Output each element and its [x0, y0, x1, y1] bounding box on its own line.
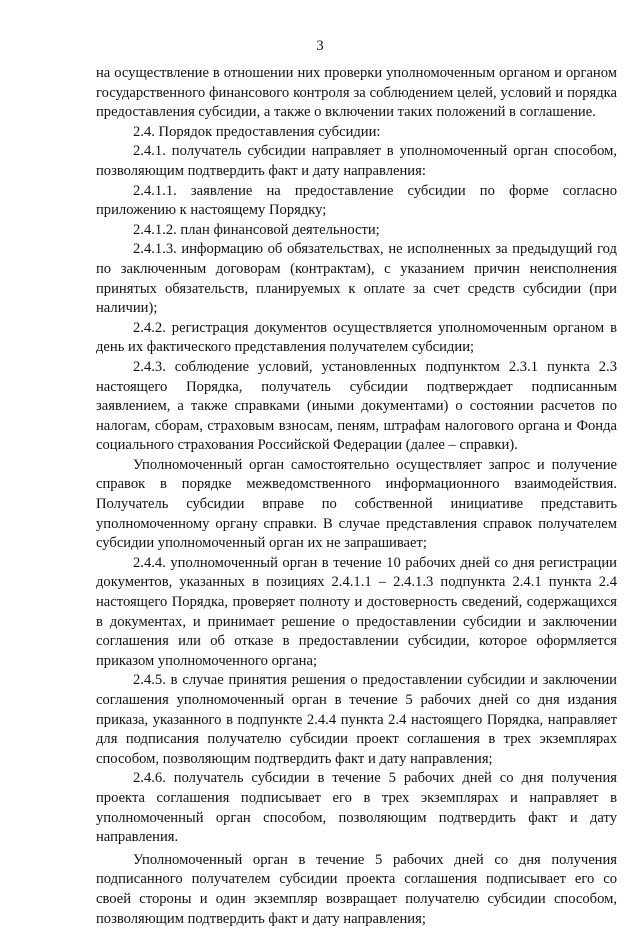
- paragraph-2-4-4: 2.4.4. уполномоченный орган в течение 10 рабочих дней со дня регистрации документов, указанных в позициях 2.4.1.1 – 2.4.1.3 подпункта 2.4.1 пункта 2.4 настоящего Порядка, проверяет полноту и достоверность сведений, содержащихся в документах, и принимает решение о предоставлении субсидии и заключении соглашения или об отказе в предоставлении субсидии, которое оформляется приказом уполномоченного органа;: [96, 554, 617, 669]
- paragraph-2-4-1: 2.4.1. получатель субсидии направляет в уполномоченный орган способом, позволяющим подтвердить факт и дату направления:: [96, 143, 617, 179]
- paragraph-authority-signs: Уполномоченный орган в течение 5 рабочих дней со дня получения подписанного получателем субсидии проекта соглашения подписывает его со своей стороны и один экземпляр возвращает получателю субсидии способом, позволяющим подтвердить факт и дату направления;: [96, 851, 617, 927]
- paragraph-2-4: 2.4. Порядок предоставления субсидии:: [133, 123, 381, 140]
- paragraph-2-4-1-3: 2.4.1.3. информацию об обязательствах, не исполненных за предыдущий год по заключенным договорам (контрактам), с указанием причин неисполнения принятых обязательств, планируемых к оплате за счет средств субсидии (при наличии);: [96, 241, 617, 317]
- paragraph-continuation: на осуществление в отношении них проверки уполномоченным органом и органом государственного финансового контроля за соблюдением целей, условий и порядка предоставления субсидии, а также о включении таких положений в соглашение.: [96, 65, 617, 121]
- paragraph-2-4-5: 2.4.5. в случае принятия решения о предоставлении субсидии и заключении соглашения уполномоченный орган в течение 5 рабочих дней со дня издания приказа, указанного в подпункте 2.4.4 пункта 2.4 настоящего Порядка, направляет для подписания получателю субсидии проект соглашения в трех экземплярах способом, позволяющим подтвердить факт и дату направления;: [96, 672, 617, 767]
- paragraph-2-4-2: 2.4.2. регистрация документов осуществляется уполномоченным органом в день их фактического представления получателем субсидии;: [96, 319, 617, 356]
- document-body: [96, 64, 617, 929]
- page-number: 3: [316, 38, 324, 54]
- paragraph-authority-requests: Уполномоченный орган самостоятельно осуществляет запрос и получение справок в порядке межведомственного информационного взаимодействия. Получатель субсидии вправе по собственной инициативе представить уполномоченному органу справки. В случае представления справок получателем субсидии уполномоченный орган их не запрашивает;: [96, 456, 617, 552]
- paragraph-2-4-1-1: 2.4.1.1. заявление на предоставление субсидии по форме согласно приложению к настоящему Порядку;: [96, 182, 617, 219]
- paragraph-2-4-6: 2.4.6. получатель субсидии в течение 5 рабочих дней со дня получения проекта соглашения подписывает его в трех экземплярах и направляет в уполномоченный орган способом, позволяющим подтвердить факт и дату направления.: [96, 770, 617, 846]
- paragraph-2-4-3: 2.4.3. соблюдение условий, установленных подпунктом 2.3.1 пункта 2.3 настоящего Порядка, получатель субсидии подтверждает подписанным заявлением, а также справками (иными документами) о состоянии расчетов по налогам, сборам, страховым взносам, пеням, штрафам налогового органа и Фонда социального страхования Российской Федерации (далее – справки).: [96, 358, 617, 454]
- paragraph-2-4-1-2: 2.4.1.2. план финансовой деятельности;: [133, 221, 380, 238]
